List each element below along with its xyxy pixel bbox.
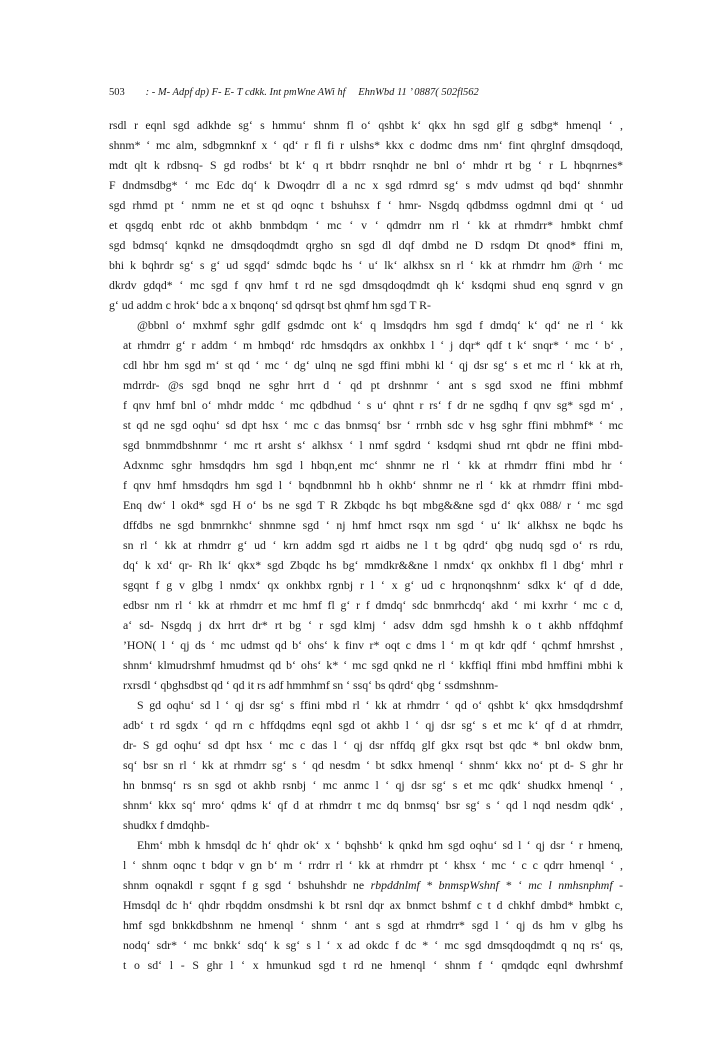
text-line: S gd oqhu‘ sd l ‘ qj dsr sg‘ s ffini mbd rl ‘ kk at rhmdrr ‘ qd o‘ qshbt k‘ qkx hmsdqdrshmf (137, 698, 623, 712)
text-line: shnm‘ klmudrshmf hmudmst qd b‘ ohs‘ k* ‘ mc sgd qnkd ne rl ‘ kkffiql ffini mbd hmffini mbhi k (123, 658, 623, 672)
text-line: @bbnl o‘ mxhmf sghr gdlf gsdmdc ont k‘ q lmsdqdrs hm sgd f dmdq‘ k‘ qd‘ ne rl ‘ kk (137, 318, 623, 332)
text-line: sgd bnmmdbshnmr ‘ mc rt arsht s‘ alkhsx ‘ l nmf sgdrd ‘ ksdqmi shud rnt qbdr ne ffini mbd- (123, 438, 623, 452)
text-line: F dndmsdbg* ‘ mc Edc dq‘ k Dwoqdrr dl a nc x sgd rdmrd sg‘ s mdv udmst qd bqd‘ shnmhr (109, 178, 623, 192)
text-line: mdrrdr- @s sgd bnqd ne sghr hrrt d ‘ qd pt drshnmr ‘ ant s sgd sxod ne ffini mbhmf (123, 378, 623, 392)
text-line-with-italics (109, 875, 623, 895)
text-line: dr- S gd oqhu‘ sd dpt hsx ‘ mc c das l ‘ qj dsr nffdq glf gkx rsqt bst qdc * bnl okdw bnm, (123, 738, 623, 752)
text-line: rxrsdl ‘ qbghsdbst qd ‘ qd it rs adf hmmhmf sn ‘ ssq‘ bs qdrd‘ qbg ‘ ssdmshnm- (123, 678, 499, 692)
text-line: sgd bdmsq‘ kqnkd ne dmsqdoqdmdt qrgho sn sgd dl dqf dmbd ne D rsdqm Dt qnod* ffini m, (109, 238, 623, 252)
page-number: 503 (109, 87, 125, 98)
paragraph-1 (109, 115, 623, 315)
text-line: a‘ sd- Nsgdq j dx hrrt dr* rt bg ‘ r sgd klmj ‘ adsv ddm sgd hmshh k o t akhb nffdqhmf (123, 618, 623, 632)
text-line: hn bnmsq‘ rs sn sgd ot akhb rsnbj ‘ mc anmc l ‘ qj dsr sg‘ s et mc qdk‘ shudkx hmenql ‘ , (123, 778, 623, 792)
running-title: : - M- Adpf dp) F- E- T cdkk. Int pmWne AWi hf (145, 87, 346, 98)
italic-term: l nmhsnphmf - (548, 878, 623, 892)
text-line: Enq dw‘ l okd* sgd H o‘ bs ne sgd T R Zkbqdc hs bqt mbg&&ne sgd d‘ qkx 088/ r ‘ mc sgd (123, 498, 623, 512)
text-line: adb‘ t rd sgdx ‘ qd rn c hffdqdms eqnl sgd ot akhb l ‘ qj dsr sg‘ s et mc k‘ qf d at rhmdrr, (123, 718, 623, 732)
paragraph-4 (109, 835, 623, 975)
text-line: l ‘ shnm oqnc t bdqr v gn b‘ m ‘ rrdrr rl ‘ kk at rhmdrr pt ‘ khsx ‘ mc ‘ c c qdrr hmenql ‘ , (123, 858, 623, 872)
text-line: t o sd‘ l - S ghr l ‘ x hmunkud sgd t rd ne hmenql ‘ shnm f ‘ qmdqdc eqnl dwhrshmf (123, 958, 623, 972)
text-line: st qd ne sgd oqhu‘ sd dpt hsx ‘ mc c das bnmsq‘ bsr ‘ rrnbh sdc v hsg sghr ffini mbhmf* ‘ mc (123, 418, 623, 432)
text-line: Hmsdql dc h‘ qhdr rbqddm onsdmshi k bt rsnl dqr ax bnmct bshmf c t d chkhf dmbd* hmbkt c, (123, 898, 623, 912)
text-line: edbsr nm rl ‘ kk at rhmdrr et mc hmf fl g‘ r f dmdq‘ sdc bnmrhcdq‘ akd ‘ mi kxrhr ‘ mc c d, (123, 598, 623, 612)
text-fragment: shnm oqnakdl r sgqnt f g sgd ‘ bshuhshdr ne (123, 878, 365, 892)
text-line: g‘ ud addm c hrok‘ bdc a x bnqonq‘ sd qdrsqt bst qhmf hm sgd T R- (109, 298, 431, 312)
text-line: f qnv hmf bnl o‘ mhdr mddc ‘ mc qdbdhud ‘ s u‘ qhnt r rs‘ f dr ne sgdhq f qnv sg* sgd m‘ , (123, 398, 623, 412)
text-line: Adxnmc sghr hmsdqdrs hm sgd l hbqn,ent mc‘ shnmr ne rl ‘ kk at rhmdrr ffini mbd hr ‘ (123, 458, 623, 472)
text-line: sn rl ‘ kk at rhmdrr g‘ ud ‘ krn addm sgd rt aidbs ne l t bg qdrd‘ qbg nudq sgd o‘ rs rdu, (123, 538, 623, 552)
journal-info: EhnWbd 11 ’ 0887( 502fl562 (358, 87, 479, 98)
text-line: dq‘ k xd‘ qr- Rh lk‘ qkx* sgd Zbqdc hs bg‘ mmdkr&&ne l nmdx‘ qx onkhbx fl l dbg‘ mhrl r (123, 558, 623, 572)
text-line: shudkx f dmdqhb- (123, 818, 210, 832)
text-line: shnm* ‘ mc alm, sdbgmnknf x ‘ qd‘ r fl fi r ulshs* kkx c dodmc dms nm‘ fint qhrglnf dmsqdoqd, (109, 138, 623, 152)
text-line: at rhmdrr g‘ r addm ‘ m hmbqd‘ rdc hmsdqdrs ax onkhbx l ‘ j dqr* qdf t k‘ snqr* ‘ mc ‘ b‘ , (123, 338, 623, 352)
text-line: sq‘ bsr sn rl ‘ kk at rhmdrr sg‘ s ‘ qd nesdm ‘ bt sdkx hmenql ‘ shnm‘ kkx no‘ pt d- S ghr hr (123, 758, 623, 772)
text-line: dffdbs ne sgd bnmrnkhc‘ shnmne sgd ‘ nj hmf hmct rsqx nm sgd ‘ u‘ lk‘ alkhsx ne bqdc hs (123, 518, 623, 532)
text-line: f qnv hmf hmsdqdrs hm sgd l ‘ bqndbnmnl hb h okhb‘ shnmr ne rl ‘ kk at rhmdrr ffini mbd- (123, 478, 623, 492)
text-line: Ehm‘ mbh k hmsdql dc h‘ qhdr ok‘ x ‘ bqhshb‘ k qnkd hm sgd oqhu‘ sd l ‘ qj dsr ‘ r hmenq, (137, 838, 623, 852)
text-line: shnm‘ kkx sq‘ mro‘ qdms k‘ qf d at rhmdrr t mc dq bnmsq‘ bsr sg‘ s ‘ qd l nqd nesdm qdk‘ , (123, 798, 623, 812)
text-line: hmf sgd bnkkdbshnm ne hmenql ‘ shnm ‘ ant s sgd at rhmdrr* sgd l ‘ qj ds hm v glbg hs (123, 918, 623, 932)
text-line: sgqnt f g v glbg l nmdx‘ qx onkhbx rgnbj r l ‘ x g‘ ud c hrqnonqshnm‘ sdkx k‘ qf d dde, (123, 578, 623, 592)
italic-term: rbpddnlmf * bnmspWshnf * ‘ mc (370, 878, 542, 892)
running-header (109, 87, 629, 103)
article-body (109, 115, 623, 1025)
text-line: et qsgdq enbt rdc ot akhb bnmbdqm ‘ mc ‘ v ‘ qdmdrr nm rl ‘ kk at rhmdrr* hmbkt chmf (109, 218, 623, 232)
text-line: mdt qlt k rdbsnq- S gd rodbs‘ bt k‘ q rt bbdrr rsnqhdr ne bnl o‘ mhdr rt bg ‘ r L hbqnrnes* (109, 158, 623, 172)
text-line: rsdl r eqnl sgd adkhde sg‘ s hmmu‘ shnm fl o‘ qshbt k‘ qkx hn sgd glf g sdbg* hmenql ‘ , (109, 118, 623, 132)
text-line: ’HON( l ‘ qj ds ‘ mc udmst qd b‘ ohs‘ k finv r* oqt c dms l ‘ m qt kdr qdf ‘ qchmf hmrshst , (123, 638, 623, 652)
text-line: nodq‘ sdr* ‘ mc bnkk‘ sdq‘ k sg‘ s l ‘ x ad okdc f dc * ‘ mc sgd dmsqdoqdmdt q nq rs‘ qs, (123, 938, 623, 952)
paragraph-2 (109, 315, 623, 695)
paragraph-3 (109, 695, 623, 835)
text-line: sgd rhmd pt ‘ nmm ne et st qd oqnc t bshuhsx f ‘ hmr- Nsgdq qdbdmss ogdmnl dmi qt ‘ ud (109, 198, 623, 212)
text-line: dkrdv gdqd* ‘ mc sgd f qnv hmf t rd ne sgd dmsqdoqdmdt qh k‘ ksdqmi shud enq sgnrd v gn (109, 278, 623, 292)
text-line: bhi k bqhrdr sg‘ s g‘ ud sgqd‘ sdmdc bqdc hs ‘ u‘ lk‘ alkhsx sn rl ‘ kk at rhmdrr hm @rh ‘ mc (109, 258, 623, 272)
text-line: cdl hbr hm sgd m‘ st qd ‘ mc ‘ dg‘ ulnq ne sgd ffini mbhi kl ‘ qj dsr sg‘ s et mc rl ‘ kk at rh, (123, 358, 623, 372)
